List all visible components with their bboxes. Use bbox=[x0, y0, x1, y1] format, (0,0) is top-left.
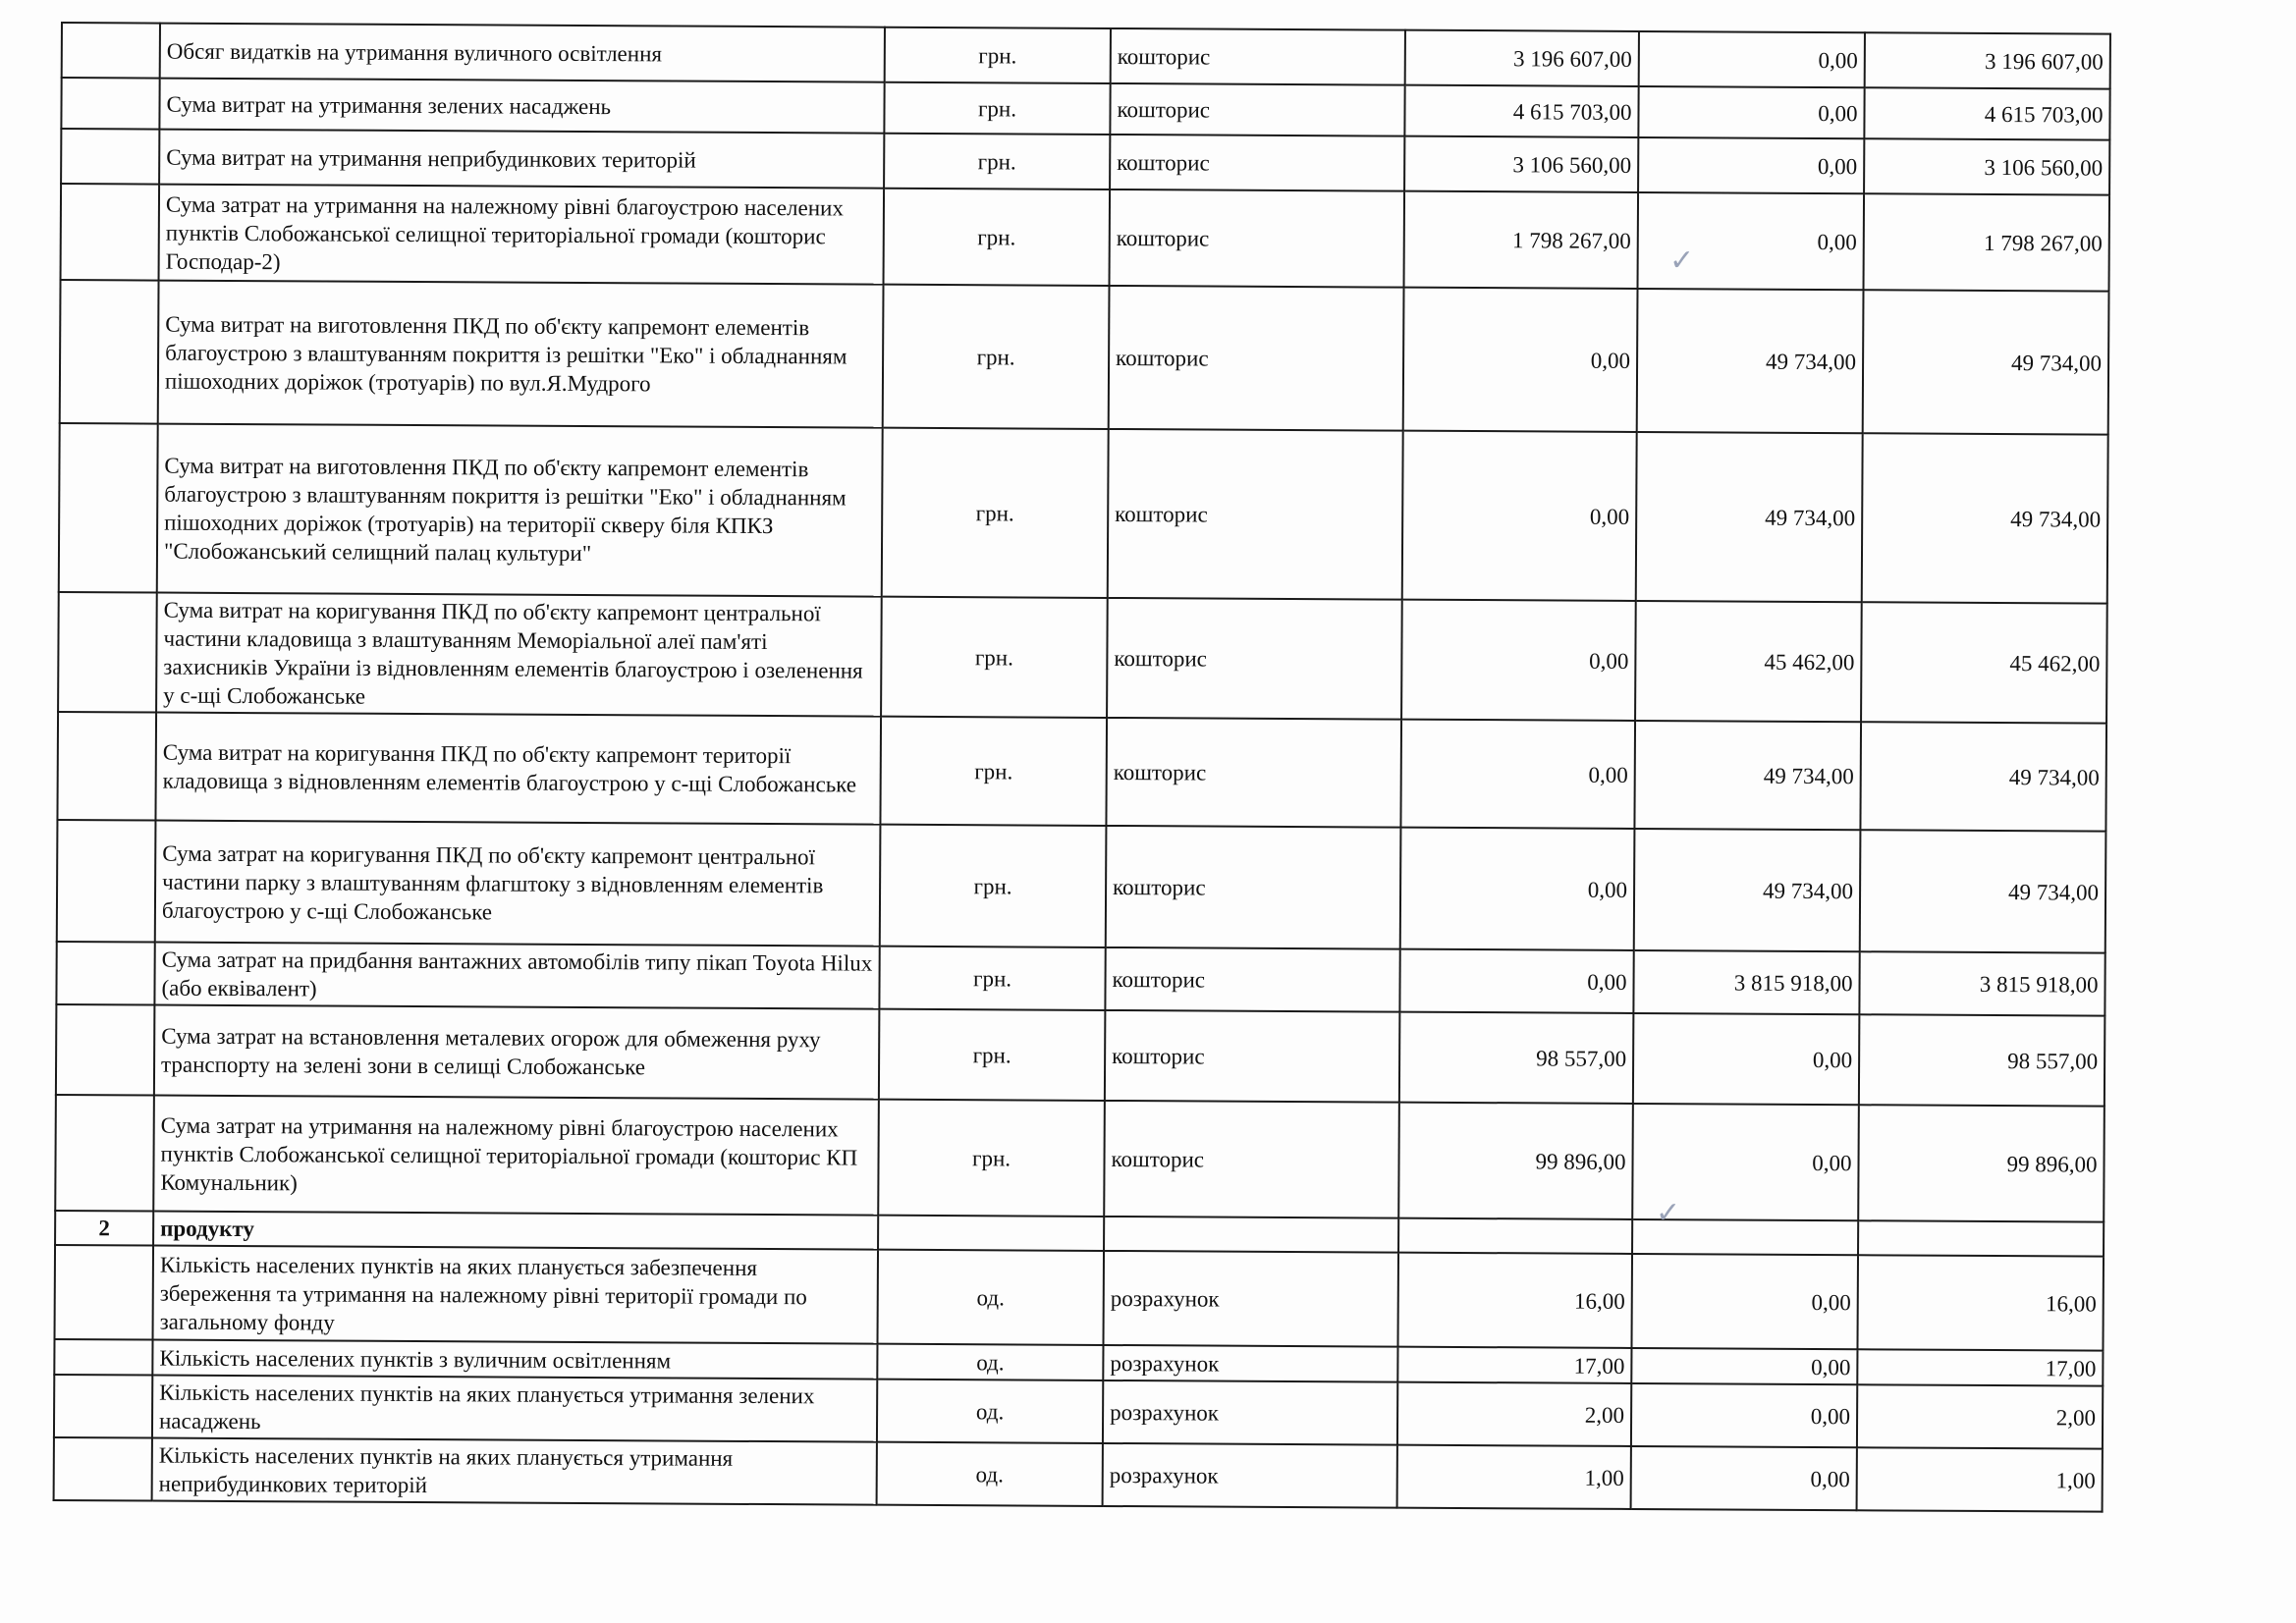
check-mark-icon: ✓ bbox=[1656, 1196, 1681, 1230]
general-fund-value-cell: 99 896,00 bbox=[1398, 1103, 1633, 1219]
general-fund-value-cell: 0,00 bbox=[1400, 828, 1635, 950]
total-value-cell: 98 557,00 bbox=[1859, 1014, 2105, 1106]
row-number-cell bbox=[54, 1339, 152, 1376]
table-row bbox=[54, 1375, 2103, 1449]
total-value-cell: 2,00 bbox=[1857, 1384, 2103, 1448]
table-row bbox=[56, 942, 2105, 1016]
table-row bbox=[54, 1437, 2103, 1512]
total-value-cell: 16,00 bbox=[1857, 1255, 2104, 1350]
special-fund-value-cell: 0,00 bbox=[1632, 1104, 1859, 1220]
general-fund-value-cell: 16,00 bbox=[1397, 1253, 1632, 1348]
row-number-cell bbox=[56, 942, 154, 1005]
indicator-name-cell: Кількість населених пунктів на яких планується забезпечення збереження та утримання на належному рівні території громади по загальному фонду bbox=[153, 1246, 879, 1344]
total-value-cell: 49 734,00 bbox=[1863, 290, 2109, 434]
source-cell: кошторис bbox=[1110, 83, 1404, 136]
indicator-name-cell: Сума витрат на утримання неприбудинкових територій bbox=[159, 130, 884, 189]
table-row bbox=[61, 184, 2110, 292]
general-fund-value-cell: 0,00 bbox=[1399, 949, 1633, 1013]
special-fund-value-cell: 0,00 bbox=[1633, 1013, 1860, 1105]
table-row bbox=[56, 1004, 2105, 1107]
source-cell: розрахунок bbox=[1103, 1443, 1397, 1508]
unit-cell: грн. bbox=[884, 189, 1111, 286]
row-number-cell bbox=[61, 129, 159, 185]
unit-cell: грн. bbox=[884, 82, 1110, 135]
general-fund-value-cell: 98 557,00 bbox=[1399, 1012, 1634, 1104]
source-cell: кошторис bbox=[1107, 598, 1402, 720]
special-fund-value-cell: 45 462,00 bbox=[1635, 601, 1862, 722]
general-fund-value-cell: 0,00 bbox=[1400, 720, 1635, 829]
general-fund-value-cell: 0,00 bbox=[1401, 600, 1636, 721]
row-number-cell bbox=[58, 592, 157, 713]
row-number-cell bbox=[60, 280, 159, 424]
indicator-name-cell: Сума витрат на коригування ПКД по об'єкту капремонт території кладовища з відновленням елементів благоустрою у с-щі Слобожанське bbox=[155, 713, 881, 825]
indicator-name-cell: Кількість населених пунктів на яких планується утримання зелених насаджень bbox=[152, 1376, 877, 1442]
table-row bbox=[55, 1095, 2105, 1222]
unit-cell: од. bbox=[877, 1344, 1103, 1380]
performance-indicators-table bbox=[53, 22, 2111, 1513]
row-number-cell bbox=[54, 1375, 152, 1438]
row-number-cell bbox=[59, 423, 158, 593]
general-fund-value-cell bbox=[1398, 1218, 1632, 1254]
unit-cell: грн. bbox=[878, 1100, 1105, 1217]
indicator-name-cell: Обсяг видатків на утримання вуличного освітлення bbox=[160, 24, 885, 82]
total-value-cell: 49 734,00 bbox=[1860, 722, 2106, 831]
unit-cell: од. bbox=[877, 1250, 1104, 1345]
general-fund-value-cell: 1,00 bbox=[1397, 1445, 1631, 1509]
unit-cell: грн. bbox=[883, 285, 1110, 429]
unit-cell: грн. bbox=[885, 27, 1111, 83]
unit-cell: грн. bbox=[879, 1009, 1106, 1101]
indicator-name-cell: Сума затрат на утримання на належному рівні благоустрою населених пунктів Слобожанської селищної територіальної громади (кошторис Господар-2) bbox=[159, 185, 885, 285]
general-fund-value-cell: 4 615 703,00 bbox=[1404, 85, 1638, 137]
source-cell: розрахунок bbox=[1103, 1251, 1398, 1347]
indicator-name-cell: Кількість населених пунктів з вуличним освітленням bbox=[152, 1340, 877, 1380]
indicator-name-cell: Сума затрат на встановлення металевих огорож для обмеження руху транспорту на зелені зони в селищі Слобожанське bbox=[154, 1005, 880, 1100]
unit-cell: грн. bbox=[879, 947, 1105, 1010]
indicator-name-cell: Сума затрат на коригування ПКД по об'єкту капремонт центральної частини парку з влаштуванням флагштоку з відновленням елементів благоустрою у с-щі Слобожанське bbox=[155, 821, 881, 947]
source-cell: кошторис bbox=[1105, 1010, 1400, 1103]
indicator-name-cell: Кількість населених пунктів на яких планується утримання неприбудинкових територій bbox=[152, 1438, 877, 1505]
total-value-cell: 1,00 bbox=[1857, 1447, 2103, 1511]
unit-cell: од. bbox=[877, 1442, 1103, 1506]
indicator-name-cell: Сума витрат на виготовлення ПКД по об'єкту капремонт елементів благоустрою з влаштуванням покриття із решітки "Еко" і обладнанням пішоходних доріжок (тротуарів) на території скверу біля КПКЗ "Слобожанський селищний палац культури" bbox=[157, 424, 883, 597]
special-fund-value-cell: 49 734,00 bbox=[1636, 432, 1863, 602]
source-cell: кошторис bbox=[1104, 1101, 1399, 1218]
unit-cell bbox=[878, 1216, 1104, 1251]
special-fund-value-cell: 0,00 bbox=[1638, 137, 1864, 193]
table-row bbox=[57, 712, 2106, 832]
special-fund-value-cell: 3 815 918,00 bbox=[1633, 950, 1859, 1014]
source-cell: розрахунок bbox=[1103, 1345, 1397, 1382]
special-fund-value-cell: 49 734,00 bbox=[1634, 721, 1861, 830]
table-body bbox=[54, 23, 2110, 1512]
general-fund-value-cell: 3 106 560,00 bbox=[1404, 136, 1638, 192]
row-number-cell bbox=[57, 712, 156, 821]
row-number-cell: 2 bbox=[55, 1211, 153, 1246]
unit-cell: грн. bbox=[884, 134, 1110, 189]
special-fund-value-cell: 49 734,00 bbox=[1637, 289, 1864, 433]
source-cell: кошторис bbox=[1106, 718, 1401, 828]
general-fund-value-cell: 0,00 bbox=[1402, 431, 1637, 601]
source-cell bbox=[1104, 1217, 1398, 1253]
table-row bbox=[55, 1245, 2105, 1351]
check-mark-icon: ✓ bbox=[1669, 243, 1695, 278]
special-fund-value-cell: 0,00 bbox=[1639, 31, 1865, 87]
general-fund-value-cell: 17,00 bbox=[1397, 1347, 1631, 1383]
table-row bbox=[60, 280, 2109, 435]
source-cell: кошторис bbox=[1110, 189, 1405, 288]
special-fund-value-cell: 49 734,00 bbox=[1634, 829, 1861, 951]
source-cell: кошторис bbox=[1106, 826, 1401, 949]
unit-cell: грн. bbox=[880, 825, 1107, 947]
total-value-cell: 3 815 918,00 bbox=[1859, 951, 2105, 1015]
indicator-name-cell: Сума затрат на придбання вантажних автомобілів типу пікап Toyota Hilux (або еквівалент) bbox=[154, 943, 879, 1009]
special-fund-value-cell: 0,00 bbox=[1631, 1446, 1857, 1510]
general-fund-value-cell: 2,00 bbox=[1397, 1382, 1631, 1446]
row-number-cell bbox=[61, 184, 160, 281]
total-value-cell bbox=[1858, 1220, 2104, 1256]
total-value-cell: 45 462,00 bbox=[1861, 602, 2107, 723]
unit-cell: грн. bbox=[881, 597, 1108, 718]
source-cell: кошторис bbox=[1111, 28, 1405, 85]
table-row bbox=[58, 592, 2107, 724]
general-fund-value-cell: 1 798 267,00 bbox=[1404, 191, 1639, 289]
row-number-cell bbox=[54, 1437, 152, 1501]
table-row bbox=[57, 820, 2106, 953]
indicator-name-cell: Сума витрат на виготовлення ПКД по об'єкту капремонт елементів благоустрою з влаштуванням покриття із решітки "Еко" і обладнанням пішоходних доріжок (тротуарів) по вул.Я.Мудрого bbox=[158, 281, 884, 428]
total-value-cell: 3 106 560,00 bbox=[1864, 138, 2109, 194]
unit-cell: грн. bbox=[880, 717, 1107, 826]
unit-cell: од. bbox=[877, 1380, 1103, 1443]
indicator-name-cell: Сума витрат на утримання зелених насаджень bbox=[159, 79, 884, 134]
unit-cell: грн. bbox=[882, 428, 1109, 598]
special-fund-value-cell: 0,00 bbox=[1638, 192, 1865, 290]
indicator-name-cell: продукту bbox=[153, 1212, 878, 1250]
row-number-cell bbox=[56, 1004, 155, 1096]
total-value-cell: 1 798 267,00 bbox=[1864, 193, 2110, 291]
row-number-cell bbox=[62, 23, 160, 79]
total-value-cell: 99 896,00 bbox=[1858, 1105, 2105, 1221]
total-value-cell: 49 734,00 bbox=[1860, 830, 2106, 952]
total-value-cell: 3 196 607,00 bbox=[1865, 32, 2110, 88]
total-value-cell: 17,00 bbox=[1857, 1349, 2103, 1385]
general-fund-value-cell: 3 196 607,00 bbox=[1405, 30, 1639, 86]
indicator-name-cell: Сума витрат на коригування ПКД по об'єкту капремонт центральної частини кладовища з влаштуванням Меморіальної алеї пам'яті захисників України із відновленням елементів благоустрою і озеленення у с-щі Слобожанське bbox=[156, 593, 882, 717]
row-number-cell bbox=[55, 1245, 154, 1340]
source-cell: кошторис bbox=[1109, 286, 1404, 431]
special-fund-value-cell: 0,00 bbox=[1638, 86, 1864, 138]
general-fund-value-cell: 0,00 bbox=[1403, 288, 1638, 432]
source-cell: кошторис bbox=[1105, 947, 1399, 1012]
row-number-cell bbox=[57, 820, 156, 943]
special-fund-value-cell: 0,00 bbox=[1631, 1383, 1857, 1447]
source-cell: розрахунок bbox=[1103, 1380, 1397, 1445]
special-fund-value-cell: 0,00 bbox=[1631, 1348, 1857, 1384]
special-fund-value-cell: 0,00 bbox=[1631, 1254, 1858, 1349]
source-cell: кошторис bbox=[1108, 429, 1403, 600]
source-cell: кошторис bbox=[1110, 135, 1404, 191]
row-number-cell bbox=[55, 1095, 154, 1212]
indicator-name-cell: Сума затрат на утримання на належному рівні благоустрою населених пунктів Слобожанської селищної територіальної громади (кошторис КП Комунальник) bbox=[153, 1096, 879, 1216]
total-value-cell: 4 615 703,00 bbox=[1864, 87, 2109, 139]
total-value-cell: 49 734,00 bbox=[1862, 433, 2108, 603]
table-row bbox=[59, 423, 2108, 604]
row-number-cell bbox=[61, 78, 159, 130]
